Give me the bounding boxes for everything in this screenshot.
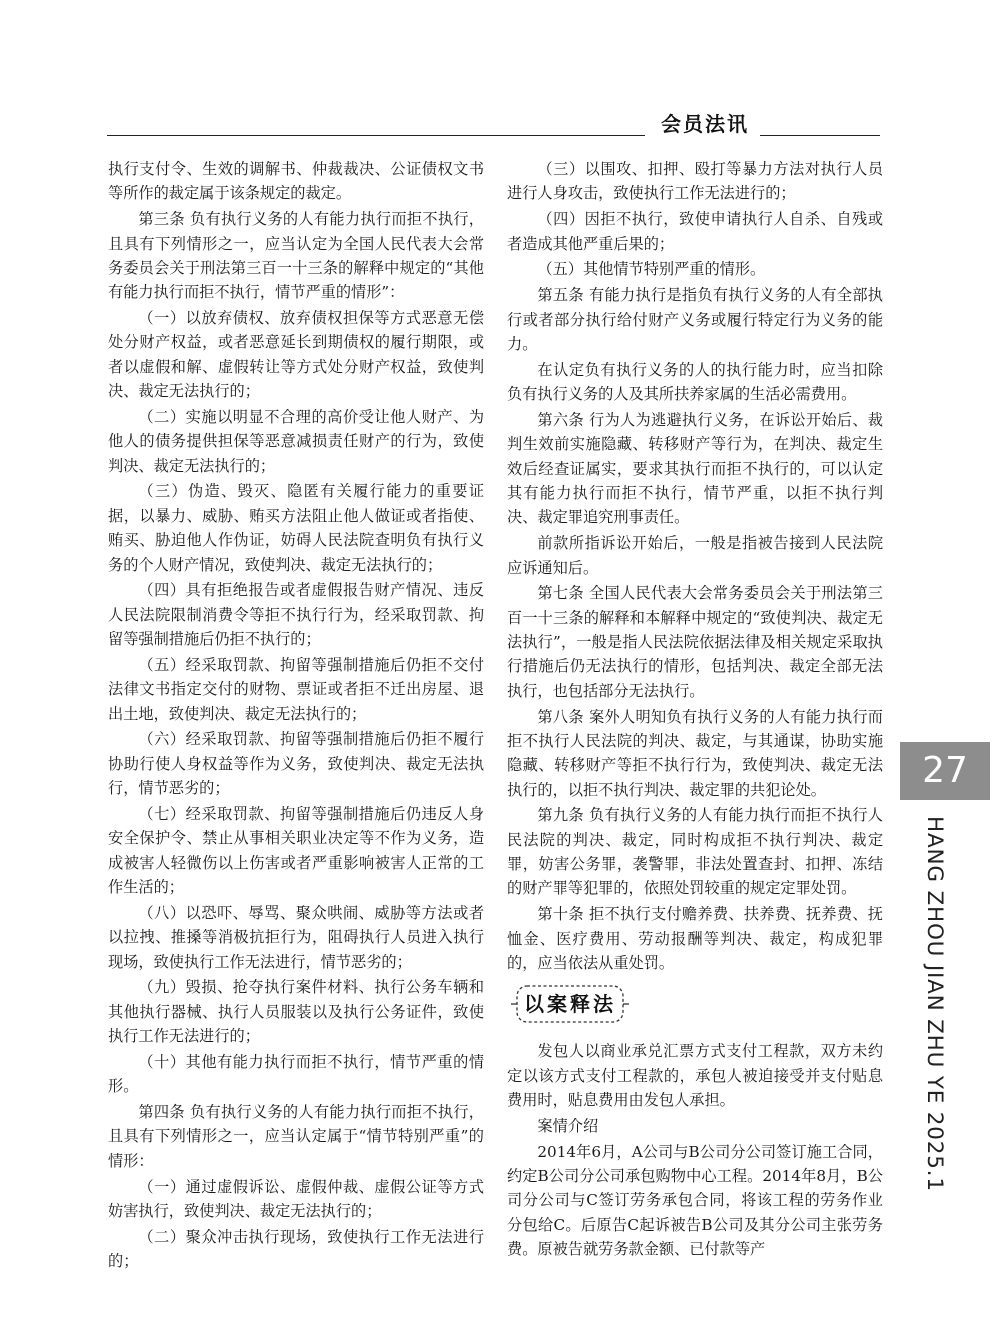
paragraph: 2014年6月，A公司与B公司分公司签订施工合同，约定B公司分公司承包购物中心工程。2014年8月，B公司分公司与C签订劳务承包合同，将该工程的劳务作业分包给C。后原告C起诉被告B公司及其分公司主张劳务费。原被告就劳务款金额、已付款等产 bbox=[507, 1142, 883, 1259]
paragraph: 第十条 拒不执行支付赡养费、扶养费、抚养费、抚恤金、医疗费用、劳动报酬等判决、裁定，构成犯罪的，应当依法从重处罚。 bbox=[507, 905, 883, 972]
paragraph: 第四条 负有执行义务的人有能力执行而拒不执行，且具有下列情形之一，应当认定属于“情节特别严重”的情形： bbox=[108, 1103, 484, 1170]
paragraph: （七）经采取罚款、拘留等强制措施后仍违反人身安全保护令、禁止从事相关职业决定等不作为义务，造成被害人轻微伤以上伤害或者严重影响被害人正常的工作生活的； bbox=[108, 804, 484, 896]
paragraph: （五）其他情节特别严重的情形。 bbox=[537, 260, 766, 279]
paragraph: （三）伪造、毁灭、隐匿有关履行能力的重要证据，以暴力、威胁、贿买方法阻止他人做证或者指使、贿买、胁迫他人作伪证，妨碍人民法院查明负有执行义务的个人财产情况，致使判决、裁定无法执行的； bbox=[108, 482, 484, 574]
paragraph: （一）以放弃债权、放弃债权担保等方式恶意无偿处分财产权益，或者恶意延长到期债权的履行期限，或者以虚假和解、虚假转让等方式处分财产权益，致使判决、裁定无法执行的； bbox=[108, 309, 484, 401]
paragraph: （四）具有拒绝报告或者虚假报告财产情况、违反人民法院限制消费令等拒不执行行为，经采取罚款、拘留等强制措施后仍拒不执行的； bbox=[108, 581, 484, 649]
paragraph: （一）通过虚假诉讼、虚假仲裁、虚假公证等方式妨害执行，致使判决、裁定无法执行的； bbox=[108, 1177, 484, 1220]
paragraph: 第七条 全国人民代表大会常务委员会关于刑法第三百一十三条的解释和本解释中规定的“致使判决、裁定无法执行”，一般是指人民法院依据法律及相关规定采取执行措施后仍无法执行的情形，包括判决、裁定全部无法执行，也包括部分无法执行。 bbox=[507, 584, 883, 700]
paragraph: （十）其他有能力执行而拒不执行，情节严重的情形。 bbox=[108, 1052, 484, 1096]
magazine-issue-label: HANG ZHOU JIAN ZHU YE 2025.1 bbox=[922, 816, 947, 1192]
paragraph: 第三条 负有执行义务的人有能力执行而拒不执行，且具有下列情形之一，应当认定为全国人民代表大会常务委员会关于刑法第三百一十三条的解释中规定的“其他有能力执行而拒不执行，情节严重的情形”： bbox=[108, 210, 484, 302]
page-number: 27 bbox=[922, 750, 968, 791]
left-column bbox=[108, 157, 484, 1275]
case-section-heading bbox=[511, 983, 629, 1025]
paragraph: 第五条 有能力执行是指负有执行义务的人有全部执行或者部分执行给付财产义务或履行特定行为义务的能力。 bbox=[507, 286, 883, 353]
case-section-title: 以案释法 bbox=[524, 992, 616, 1017]
header-rule-left bbox=[107, 135, 645, 136]
paragraph: 前款所指诉讼开始后，一般是指被告接到人民法院应诉通知后。 bbox=[507, 534, 883, 577]
paragraph: 第九条 负有执行义务的人有能力执行而拒不执行人民法院的判决、裁定，同时构成拒不执行判决、裁定罪，妨害公务罪，袭警罪，非法处置查封、扣押、冻结的财产罪等犯罪的，依照处罚较重的规定定罪处罚。 bbox=[507, 806, 883, 898]
paragraph: （八）以恐吓、辱骂、聚众哄闹、威胁等方法或者以拉拽、推搡等消极抗拒行为，阻碍执行人员进入执行现场，致使执行工作无法进行，情节恶劣的； bbox=[108, 903, 484, 971]
header-rule-right bbox=[760, 135, 880, 136]
paragraph: （三）以围攻、扣押、殴打等暴力方法对执行人员进行人身攻击，致使执行工作无法进行的； bbox=[507, 160, 883, 203]
paragraph: （四）因拒不执行，致使申请执行人自杀、自残或者造成其他严重后果的； bbox=[507, 210, 883, 253]
paragraph: （五）经采取罚款、拘留等强制措施后仍拒不交付法律文书指定交付的财物、票证或者拒不迁出房屋、退出土地，致使判决、裁定无法执行的； bbox=[108, 655, 484, 723]
paragraph: 在认定负有执行义务的人的执行能力时，应当扣除负有执行义务的人及其所扶养家属的生活必需费用。 bbox=[507, 360, 883, 404]
paragraph: 第八条 案外人明知负有执行义务的人有能力执行而拒不执行人民法院的判决、裁定，与其通谋，协助实施隐藏、转移财产等拒不执行行为，致使判决、裁定无法执行的，以拒不执行判决、裁定罪的共犯论处。 bbox=[507, 707, 883, 799]
paragraph: 第六条 行为人为逃避执行义务，在诉讼开始后、裁判生效前实施隐藏、转移财产等行为，在判决、裁定生效后经查证属实，要求其执行而拒不执行的，可以认定其有能力执行而拒不执行，情节严重，以拒不执行判决、裁定罪追究刑事责任。 bbox=[507, 410, 883, 527]
paragraph: 案情介绍 bbox=[537, 1116, 599, 1135]
paragraph: （二）实施以明显不合理的高价受让他人财产、为他人的债务提供担保等恶意减损责任财产的行为，致使判决、裁定无法执行的； bbox=[108, 407, 484, 475]
paragraph: 发包人以商业承兑汇票方式支付工程款，双方未约定以该方式支付工程款的，承包人被迫接受并支付贴息费用时，贴息费用由发包人承担。 bbox=[507, 1042, 883, 1110]
paragraph: 执行支付令、生效的调解书、仲裁裁决、公证债权文书等所作的裁定属于该条规定的裁定。 bbox=[108, 160, 484, 203]
paragraph: （二）聚众冲击执行现场，致使执行工作无法进行的； bbox=[108, 1227, 484, 1271]
paragraph: （六）经采取罚款、拘留等强制措施后仍拒不履行协助行使人身权益等作为义务，致使判决、裁定无法执行，情节恶劣的； bbox=[108, 730, 484, 798]
section-title: 会员法讯 bbox=[661, 112, 749, 136]
paragraph: （九）毁损、抢夺执行案件材料、执行公务车辆和其他执行器械、执行人员服装以及执行公务证件，致使执行工作无法进行的； bbox=[108, 978, 484, 1046]
right-column bbox=[507, 157, 883, 1263]
